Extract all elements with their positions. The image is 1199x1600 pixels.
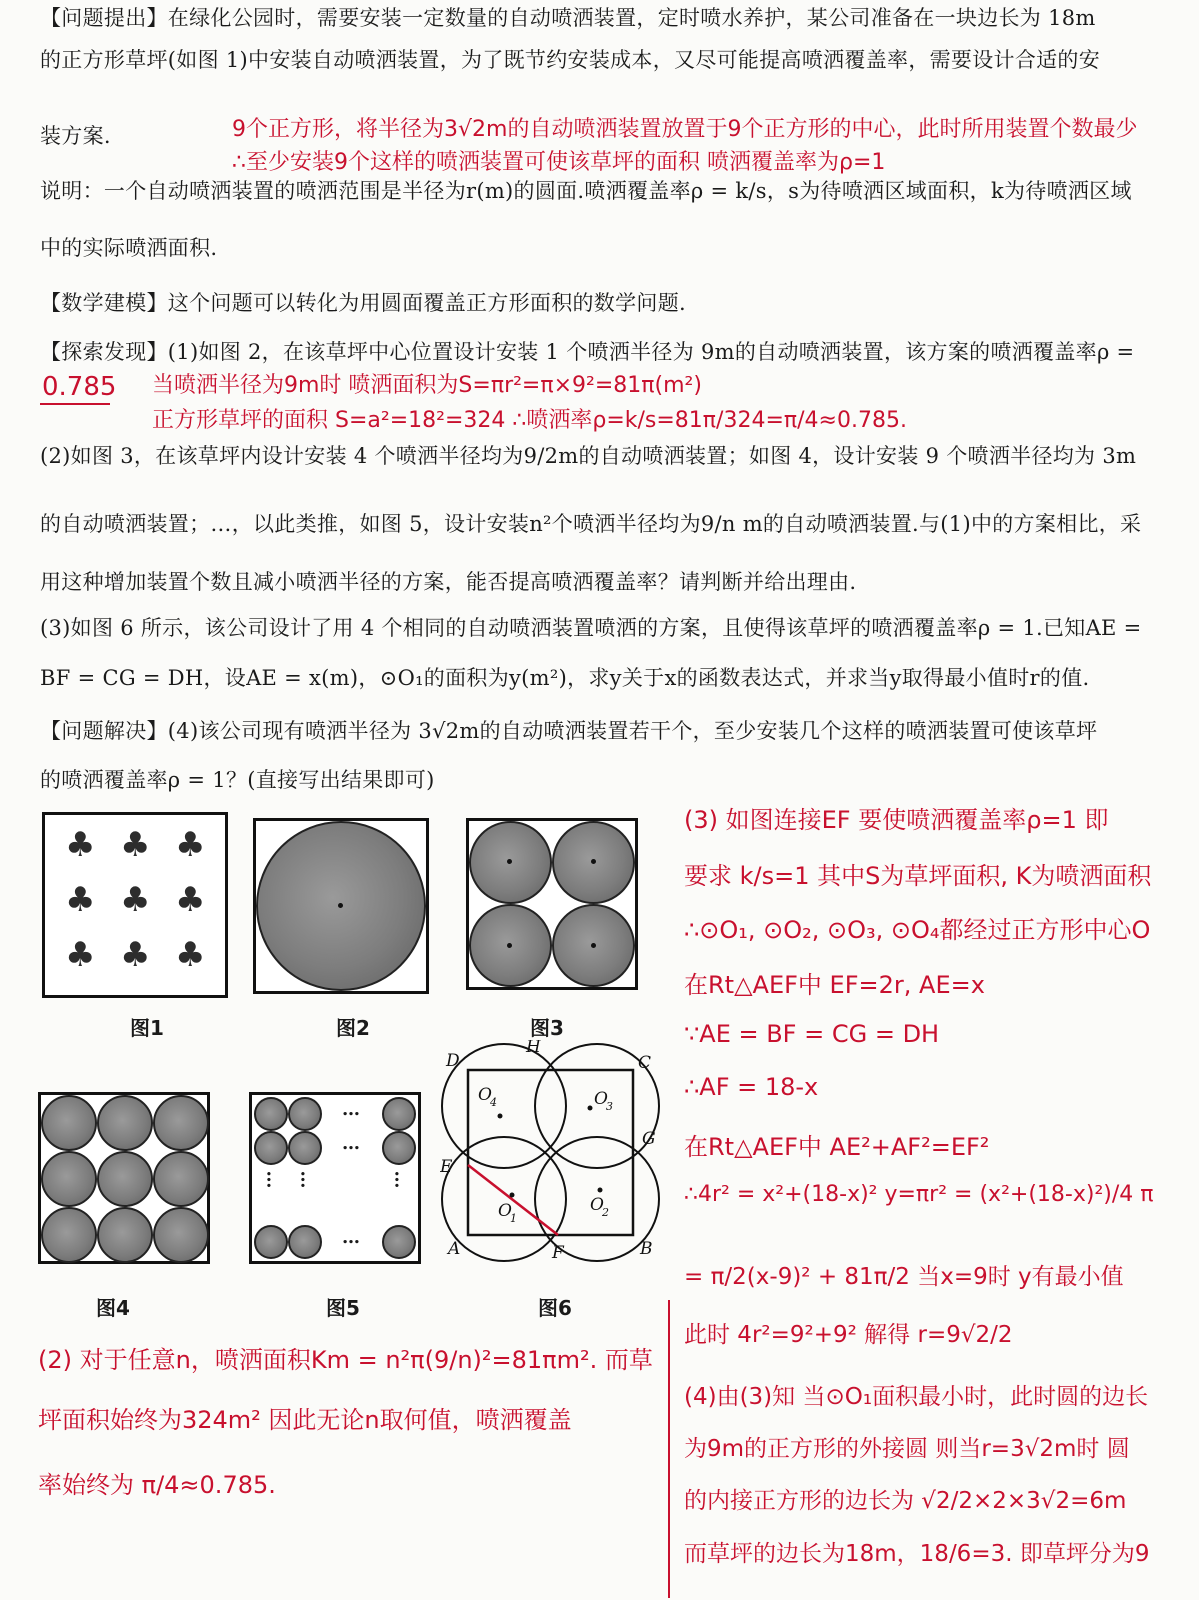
grass-icon: ♣ xyxy=(120,935,151,975)
answer-2-line-2: 坪面积始终为324m² 因此无论n取何值，喷洒覆盖 xyxy=(38,1406,572,1434)
label-A: A xyxy=(448,1239,461,1259)
label-B: B xyxy=(640,1239,653,1259)
sprinkler-circle xyxy=(254,1097,288,1131)
answer-3-line-2: 要求 k/s=1 其中S为草坪面积, K为喷洒面积 xyxy=(684,862,1152,890)
answer-3-line-1: (3) 如图连接EF 要使喷洒覆盖率ρ=1 即 xyxy=(684,806,1109,834)
answer-1-line-2: 正方形草坪的面积 S=a²=18²=324 ∴喷洒率ρ=k/s=81π/324=π/4≈0.785. xyxy=(152,408,907,433)
sprinkler-circle xyxy=(97,1207,153,1263)
figure-2-caption: 图2 xyxy=(336,1016,370,1040)
sprinkler-circle xyxy=(97,1095,153,1151)
answer-1-value: 0.785 xyxy=(42,372,117,402)
question-2b: 的自动喷洒装置；…，以此类推，如图 5，设计安装n²个喷洒半径均为9/n m的自动喷洒装置.与(1)中的方案相比，采 xyxy=(40,512,1142,536)
sprinkler-circle xyxy=(382,1131,416,1165)
answer-4-line-3: 的内接正方形的边长为 √2/2×2×3√2=6m xyxy=(684,1488,1127,1514)
sprinkler-circle xyxy=(288,1097,322,1131)
center-dot xyxy=(507,943,512,948)
label-O4: O xyxy=(478,1085,492,1105)
question-3a: (3)如图 6 所示，该公司设计了用 4 个相同的自动喷洒装置喷洒的方案，且使得该草坪的喷洒覆盖率ρ = 1.已知AE = xyxy=(40,616,1142,640)
figure-4 xyxy=(38,1092,210,1264)
answer-4-line-4: 而草坪的边长为18m，18/6=3. 即草坪分为9 xyxy=(684,1541,1150,1567)
label-O1-sub: 1 xyxy=(510,1212,517,1225)
answer-3-line-10: 此时 4r²=9²+9² 解得 r=9√2/2 xyxy=(684,1322,1013,1348)
answer-3-line-8: ∴4r² = x²+(18-x)² y=πr² = (x²+(18-x)²)/4 π xyxy=(684,1182,1154,1207)
question-4a: 【问题解决】(4)该公司现有喷洒半径为 3√2m的自动喷洒装置若干个，至少安装几个这样的喷洒装置可使该草坪 xyxy=(40,719,1098,743)
label-D: D xyxy=(446,1051,460,1071)
figure-3 xyxy=(466,818,638,990)
problem-line-1: 【问题提出】在绿化公园时，需要安装一定数量的自动喷洒装置，定时喷水养护，某公司准备在一块边长为 18m xyxy=(40,6,1096,30)
sprinkler-circle xyxy=(97,1151,153,1207)
circle-O1 xyxy=(442,1137,566,1261)
point-O4 xyxy=(498,1114,503,1119)
figure-5-caption: 图5 xyxy=(326,1296,360,1320)
grass-icon: ♣ xyxy=(65,880,96,920)
answer-4-line-2: 为9m的正方形的外接圆 则当r=3√2m时 圆 xyxy=(684,1436,1130,1462)
center-dot xyxy=(338,903,343,908)
ellipsis-col-3: … xyxy=(390,1170,412,1189)
center-dot xyxy=(507,859,512,864)
ellipsis-row-1: … xyxy=(342,1099,360,1120)
figure-4-caption: 图4 xyxy=(96,1296,130,1320)
figure-3-caption: 图3 xyxy=(530,1016,564,1040)
figure-2 xyxy=(253,818,429,994)
answer-3-line-3: ∴⊙O₁, ⊙O₂, ⊙O₃, ⊙O₄都经过正方形中心O xyxy=(684,916,1151,944)
sprinkler-circle xyxy=(153,1095,209,1151)
figure-6 xyxy=(440,1040,672,1280)
grass-icon: ♣ xyxy=(175,935,206,975)
label-O3-sub: 3 xyxy=(606,1100,613,1113)
label-G: G xyxy=(642,1129,656,1149)
sprinkler-circle xyxy=(382,1225,416,1259)
answer-3-line-7: 在Rt△AEF中 AE²+AF²=EF² xyxy=(684,1133,990,1161)
circle-O4 xyxy=(442,1044,566,1168)
center-dot xyxy=(591,859,596,864)
grass-icon: ♣ xyxy=(175,880,206,920)
ellipsis-row-2: … xyxy=(342,1133,360,1154)
point-O1 xyxy=(510,1193,515,1198)
label-F: F xyxy=(552,1243,564,1263)
figure-1-caption: 图1 xyxy=(130,1016,164,1040)
answer-2-line-1: (2) 对于任意n，喷洒面积Km = n²π(9/n)²=81πm². 而草 xyxy=(38,1346,653,1374)
answer-3-line-6: ∴AF = 18-x xyxy=(684,1073,819,1101)
sprinkler-circle xyxy=(382,1097,416,1131)
sprinkler-circle xyxy=(153,1151,209,1207)
label-H: H xyxy=(526,1040,541,1057)
grass-icon: ♣ xyxy=(175,825,206,865)
question-4b: 的喷洒覆盖率ρ = 1？(直接写出结果即可) xyxy=(40,768,435,792)
point-O2 xyxy=(598,1188,603,1193)
note-line-1: 说明：一个自动喷洒装置的喷洒范围是半径为r(m)的圆面.喷洒覆盖率ρ = k/s，s为待喷洒区域面积，k为待喷洒区域 xyxy=(40,179,1132,203)
grass-icon: ♣ xyxy=(65,935,96,975)
grass-icon: ♣ xyxy=(120,880,151,920)
label-O3: O xyxy=(594,1089,608,1109)
sprinkler-circle xyxy=(153,1207,209,1263)
ellipsis-row-3: … xyxy=(342,1227,360,1248)
label-O2: O xyxy=(590,1195,604,1215)
question-3b: BF = CG = DH，设AE = x(m)，⊙O₁的面积为y(m²)，求y关于x的函数表达式，并求当y取得最小值时r的值. xyxy=(40,666,1090,690)
sprinkler-circle xyxy=(254,1131,288,1165)
figure-5 xyxy=(249,1092,421,1264)
answer-3-line-4: 在Rt△AEF中 EF=2r, AE=x xyxy=(684,971,985,999)
handwriting-top-1: 9个正方形，将半径为3√2m的自动喷洒装置放置于9个正方形的中心，此时所用装置个数最少 xyxy=(232,117,1138,142)
label-E: E xyxy=(440,1157,453,1177)
point-O3 xyxy=(588,1106,593,1111)
answer-1-line-1: 当喷洒半径为9m时 喷洒面积为S=πr²=π×9²=81π(m²) xyxy=(152,373,702,398)
question-2c: 用这种增加装置个数且减小喷洒半径的方案，能否提高喷洒覆盖率？请判断并给出理由. xyxy=(40,570,857,594)
question-1: 【探索发现】(1)如图 2，在该草坪中心位置设计安装 1 个喷洒半径为 9m的自动喷洒装置，该方案的喷洒覆盖率ρ = xyxy=(40,340,1135,364)
note-line-2: 中的实际喷洒面积. xyxy=(40,236,218,260)
sprinkler-circle xyxy=(254,1225,288,1259)
ellipsis-col-2: … xyxy=(296,1170,318,1189)
label-O2-sub: 2 xyxy=(602,1206,609,1219)
sprinkler-circle xyxy=(41,1207,97,1263)
answer-3-line-5: ∵AE = BF = CG = DH xyxy=(684,1020,940,1048)
label-C: C xyxy=(638,1053,652,1073)
handwritten-divider xyxy=(668,1300,670,1598)
answer-4-line-1: (4)由(3)知 当⊙O₁面积最小时，此时圆的边长 xyxy=(684,1384,1149,1410)
question-2a: (2)如图 3，在该草坪内设计安装 4 个喷洒半径均为9/2m的自动喷洒装置；如图 4，设计安装 9 个喷洒半径均为 3m xyxy=(40,444,1137,468)
label-O4-sub: 4 xyxy=(490,1096,497,1109)
figure-1-lawn xyxy=(42,812,228,998)
answer-1-underline xyxy=(40,403,110,405)
sprinkler-circle xyxy=(41,1151,97,1207)
grass-icon: ♣ xyxy=(65,825,96,865)
figure-6-caption: 图6 xyxy=(538,1296,572,1320)
sprinkler-circle xyxy=(288,1225,322,1259)
answer-3-line-9: = π/2(x-9)² + 81π/2 当x=9时 y有最小值 xyxy=(684,1264,1124,1290)
sprinkler-circle xyxy=(41,1095,97,1151)
answer-2-line-3: 率始终为 π/4≈0.785. xyxy=(38,1471,276,1499)
model-line: 【数学建模】这个问题可以转化为用圆面覆盖正方形面积的数学问题. xyxy=(40,291,686,315)
ellipsis-col-1: … xyxy=(262,1170,284,1189)
handwriting-top-2: ∴至少安装9个这样的喷洒装置可使该草坪的面积 喷洒覆盖率为ρ=1 xyxy=(232,150,886,175)
sprinkler-circle xyxy=(288,1131,322,1165)
problem-line-2: 的正方形草坪(如图 1)中安装自动喷洒装置，为了既节约安装成本，又尽可能提高喷洒覆盖率，需要设计合适的安 xyxy=(40,48,1101,72)
problem-line-3: 装方案. xyxy=(40,124,111,148)
grass-icon: ♣ xyxy=(120,825,151,865)
center-dot xyxy=(591,943,596,948)
label-O1: O xyxy=(498,1201,512,1221)
